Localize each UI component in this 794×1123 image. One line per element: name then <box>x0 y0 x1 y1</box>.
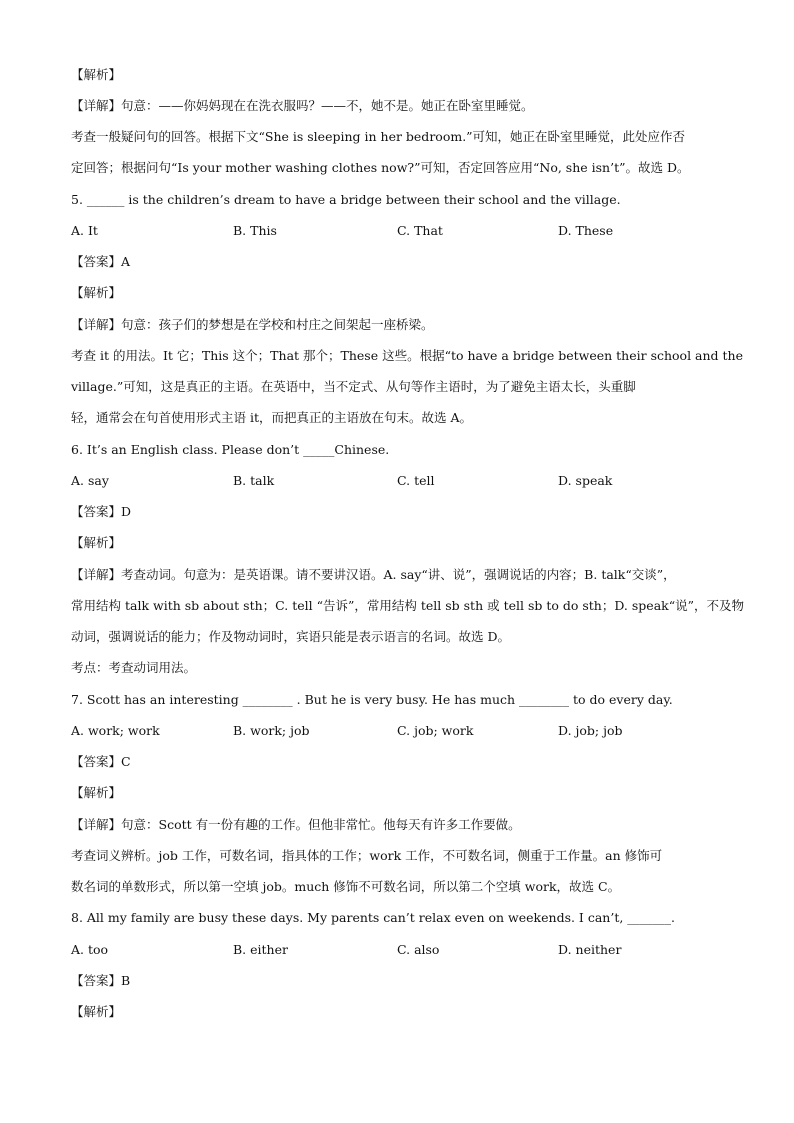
section-heading-analysis: 【解析】 <box>71 285 122 300</box>
detail-line: 【详解】考查动词。句意为：是英语课。请不要讲汉语。A. say“讲、说”，强调说话的内容；B. talk“交谈”， <box>71 567 676 582</box>
q5-option-d: D. These <box>558 223 614 238</box>
question-6: 6. It’s an English class. Please don’t _____Chinese. <box>71 442 390 457</box>
section-heading-analysis: 【解析】 <box>71 785 122 800</box>
detail-line: 考查词义辨析。job 工作，可数名词，指具体的工作；work 工作，不可数名词，侧重于工作量。an 修饰可 <box>71 848 663 863</box>
question-7: 7. Scott has an interesting ________ . But he is very busy. He has much ________ to do every day. <box>71 692 673 707</box>
q7-option-d: D. job; job <box>558 723 623 738</box>
detail-line: village.”可知，这是真正的主语。在英语中，当不定式、从句等作主语时，为了避免主语太长，头重脚 <box>71 379 636 394</box>
q5-option-c: C. That <box>397 223 443 238</box>
detail-line: 常用结构 talk with sb about sth；C. tell “告诉”，常用结构 tell sb sth 或 tell sb to do sth；D. speak“说”，不及物 <box>71 598 745 613</box>
section-heading-analysis: 【解析】 <box>71 1004 122 1019</box>
question-8: 8. All my family are busy these days. My parents can’t relax even on weekends. I can’t, _______. <box>71 910 676 925</box>
detail-line: 考查 it 的用法。It 它；This 这个；That 那个；These 这些。根据“to have a bridge between their school and the <box>71 348 744 363</box>
detail-line: 轻，通常会在句首使用形式主语 it，而把真正的主语放在句末。故选 A。 <box>71 410 472 425</box>
q7-option-b: B. work; job <box>233 723 310 738</box>
section-heading-analysis: 【解析】 <box>71 67 122 82</box>
q5-option-a: A. It <box>71 223 98 238</box>
q6-option-d: D. speak <box>558 473 613 488</box>
detail-line: 数名词的单数形式，所以第一空填 job。much 修饰不可数名词，所以第二个空填 work，故选 C。 <box>71 879 621 894</box>
detail-line: 动词，强调说话的能力；作及物动词时，宾语只能是表示语言的名词。故选 D。 <box>71 629 510 644</box>
section-heading-analysis: 【解析】 <box>71 535 122 550</box>
detail-line: 【详解】句意：孩子们的梦想是在学校和村庄之间架起一座桥梁。 <box>71 317 434 332</box>
q6-option-c: C. tell <box>397 473 435 488</box>
detail-line: 考查一般疑问句的回答。根据下文“She is sleeping in her bedroom.”可知，她正在卧室里睡觉，此处应作否 <box>71 129 686 144</box>
answer-line: 【答案】D <box>71 504 132 519</box>
answer-line: 【答案】C <box>71 754 131 769</box>
q8-option-b: B. either <box>233 942 288 957</box>
q8-option-c: C. also <box>397 942 440 957</box>
q8-option-d: D. neither <box>558 942 622 957</box>
question-5: 5. ______ is the children’s dream to have a bridge between their school and the village. <box>71 192 621 207</box>
q6-option-a: A. say <box>71 473 109 488</box>
q6-option-b: B. talk <box>233 473 275 488</box>
q7-option-a: A. work; work <box>71 723 160 738</box>
detail-line: 【详解】句意：——你妈妈现在在洗衣服吗？——不，她不是。她正在卧室里睡觉。 <box>71 98 534 113</box>
q5-option-b: B. This <box>233 223 277 238</box>
answer-line: 【答案】A <box>71 254 131 269</box>
q7-option-c: C. job; work <box>397 723 474 738</box>
detail-line: 定回答；根据问句“Is your mother washing clothes now?”可知，否定回答应用“No, she isn’t”。故选 D。 <box>71 160 690 175</box>
detail-line: 【详解】句意：Scott 有一份有趣的工作。但他非常忙。他每天有许多工作要做。 <box>71 817 521 832</box>
detail-line: 考点：考查动词用法。 <box>71 660 197 675</box>
q8-option-a: A. too <box>71 942 109 957</box>
answer-line: 【答案】B <box>71 973 131 988</box>
